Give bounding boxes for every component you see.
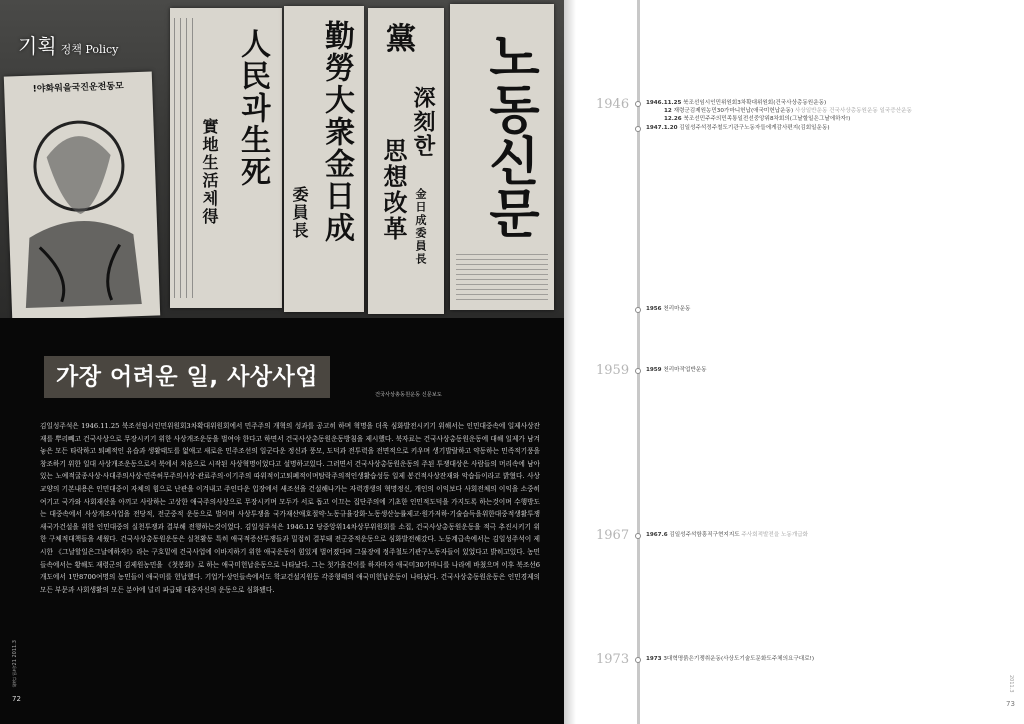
timeline-date: 12.26 [664,116,682,122]
timeline-item [646,124,830,132]
timeline-date: 1947.1.20 [646,125,678,131]
timeline-dot [635,533,641,539]
timeline-item [646,655,814,663]
paper1-headline-2: 實地生活체得 [200,118,219,226]
timeline-date: 1956 [646,306,662,312]
article-title: 가장 어려운 일, 사상사업 [56,364,318,390]
poster-figure-drawing [5,93,161,318]
poster [4,71,160,318]
timeline-dot [635,657,641,663]
timeline-year-1959: 1959 [596,363,630,378]
timeline-item [646,366,707,374]
paper1-text-lines [174,18,194,298]
poster-banner: !야화워을국진운전동모 [32,81,124,95]
paper4-masthead: 노동신문 [479,30,540,238]
section-tag-main: 기획 [18,34,57,58]
paper3-headline-2: 思想改革 [379,138,408,242]
timeline-date: 1973 [646,656,662,662]
paper3-headline-1: 深刻한 [410,86,436,158]
timeline-date: 1959 [646,367,662,373]
newspaper-4 [450,4,554,310]
timeline-dot [635,126,641,132]
timeline-date: 12 [664,108,672,114]
timeline-date: 1946.11.25 [646,100,682,106]
article-subtitle: 건국사상총동원운동 신문보도 [375,392,442,398]
timeline-note: 주사회적발전을 노동개급화 [741,532,809,538]
newspaper-3 [368,8,444,314]
timeline-date: 1967.6 [646,532,668,538]
timeline-text: 김일성주석정주철도기관구노동자들에게감사편지(김회일운동) [679,125,830,131]
paper2-headline-2: 委員長 [290,186,309,240]
section-tag-sub: 정책 Policy [60,43,119,56]
newspaper-1 [170,8,282,308]
timeline-dot [635,307,641,313]
timeline-item [646,99,826,107]
archival-newspaper-photo [0,0,564,318]
spine-label-right: 2011.3 [1008,675,1014,693]
timeline-line [637,0,640,724]
timeline-text: 북조선임시인민위원회3차확대위원회(건국사상총동원운동) [683,100,827,106]
timeline-item [646,531,808,539]
timeline-year-1967: 1967 [596,528,630,543]
timeline-text: 3대혁명붉은기쟁취운동(사상도기술도문화도주체의요구대로!) [663,656,815,662]
timeline-text: 김일성주석함흥직구현지지도 [669,532,740,538]
page-gutter [564,0,576,724]
timeline-item [664,107,912,115]
article-title-box [44,356,330,398]
timeline-dot [635,101,641,107]
timeline-text: 천리마작업반운동 [663,367,707,373]
timeline-item [664,115,850,123]
newspaper-2 [284,6,364,312]
spine-label-left: 월간 민족21 2011.3 [12,640,18,688]
paper4-text-lines [456,254,548,300]
timeline-year-1946: 1946 [596,97,630,112]
paper3-headline-3: 金日成委員長 [414,188,427,266]
paper3-masthead: 黨 [386,22,416,57]
page-number-right: 73 [1006,700,1015,708]
timeline-text: 북조선민주주의민족통일전선중앙위8차회의(그날할일은그날에하자!) [683,116,851,122]
timeline-dot [635,368,641,374]
timeline-year-1973: 1973 [596,652,630,667]
paper1-headline-1: 人民과生死 [235,28,270,188]
paper2-headline-1: 勤勞大衆金日成 [319,20,354,244]
timeline-text: 천리마운동 [663,306,691,312]
article-body: 김일성주석은 1946.11.25 북조선임시인민위원회3차확대위원회에서 민주주의 개혁의 성과를 공고히 하며 혁명을 더욱 심화발전시키기 위해서는 인민대중속에 일제사상잔재를 뿌리빼고 건국사상으로 무장시키기 위한 사상개조운동을 벌여야 한다고 하면서 건국사상총동원운동방침을 제시했다. 북자료는 건국사상총동원운동에 대해 일제가 남겨놓은 모든 타락하고 퇴폐적인 유습과 생활태도를 없애고 새로운 민주조선의 일군다운 정신과 풍모, 도덕과 전투력을 전면적으로 키우며 생기발랄하고 약동하는 민족적기풍을 창조하기 위한 일대 사상개조운동으로서 북에서 처음으로 시작된 사상혁명이었다고 설명하고있다. 그러면서 건국사상총동원운동의 주된 투쟁대상은 사람들의 머리속에 남아있는 노예적굴종사상·사대주의사상·민족허무주의사상·관료주의·이기주의 따위적이고퇴폐적이며탐락주의적인생활습성등 일제 봉건적사상잔재와 악습들이라고 밝혔다. 사상교양의 기본내용은 인민대중이 자체의 힘으로 난관을 이겨내고 주인다운 입장에서 새조선을 건설해나가는 자력갱생의 혁명정신, 개인의 이익보다 사회전체의 이익을 소중히 여기고 국가와 사회재산을 아끼고 사랑하는 고상한 애국주의사상으로 무장시키며 모두가 서로 돕고 이끄는 집단주의에 기초한 인민적도덕을 가지도록 하는것이며 수행방도는 대중속에서 사상개조사업을 전당적, 전군중적 운동으로 벌이며 사상투쟁을 국가재산애호절약·노동규율강화·노동생산능률제고·원가저하·기술습득을위한대중적생활투쟁 새국가건설을 위한 인민대중의 실천투쟁과 결부해 전행하는것이었다. 김일성주석은 1946.12 당중앙위14차상무위원회를 소집, 건국사상총동원운동을 적극 추진시키기 위한 구체적대책들을 세웠다. 건국사상총동원운동은 실천활동 특히 애국적증산투쟁들과 밀접히 결부돼 전군중적운동으로 심화발전해갔다. 노동계급속에서는 김일성주석이 제시한 《그날할일은그날에하자!》라는 구호밑에 건국사업에 이바지하기 위한 애국운동이 힘있게 벌어졌다며 그물장에 정주철도기관구노동자들이 있었다고 밝히고있다. 농민들속에서는 황해도 재령군의 김제원농민을 《첫봉화》로 하는 애국미헌납운동으로 나타났다. 그는 첫가을건이를 하자마자 애국미30가마니를 나라에 바쳤으며 이후 북조선6개도에서 1만8700여명의 농민들이 애국미를 헌납했다. 기업가·상인들속에서도 학교건설지원등 각종형태의 애국미헌납운동이 나타났다. 건국사상총동원운동은 인민경제의 모든 부문과 사회생활의 모든 분야에 널리 파급돼 대중자신의 운동으로 심화됐다. [40,422,540,594]
section-tag [18,30,118,59]
timeline-note: 사상일반운동 건국사상총동원운동 일국증산운동 [794,108,912,114]
timeline-item [646,305,690,313]
page-number-left: 72 [12,695,21,703]
timeline-text: 재령군김제원농민30가마니헌납(애국미헌납운동) [673,108,794,114]
